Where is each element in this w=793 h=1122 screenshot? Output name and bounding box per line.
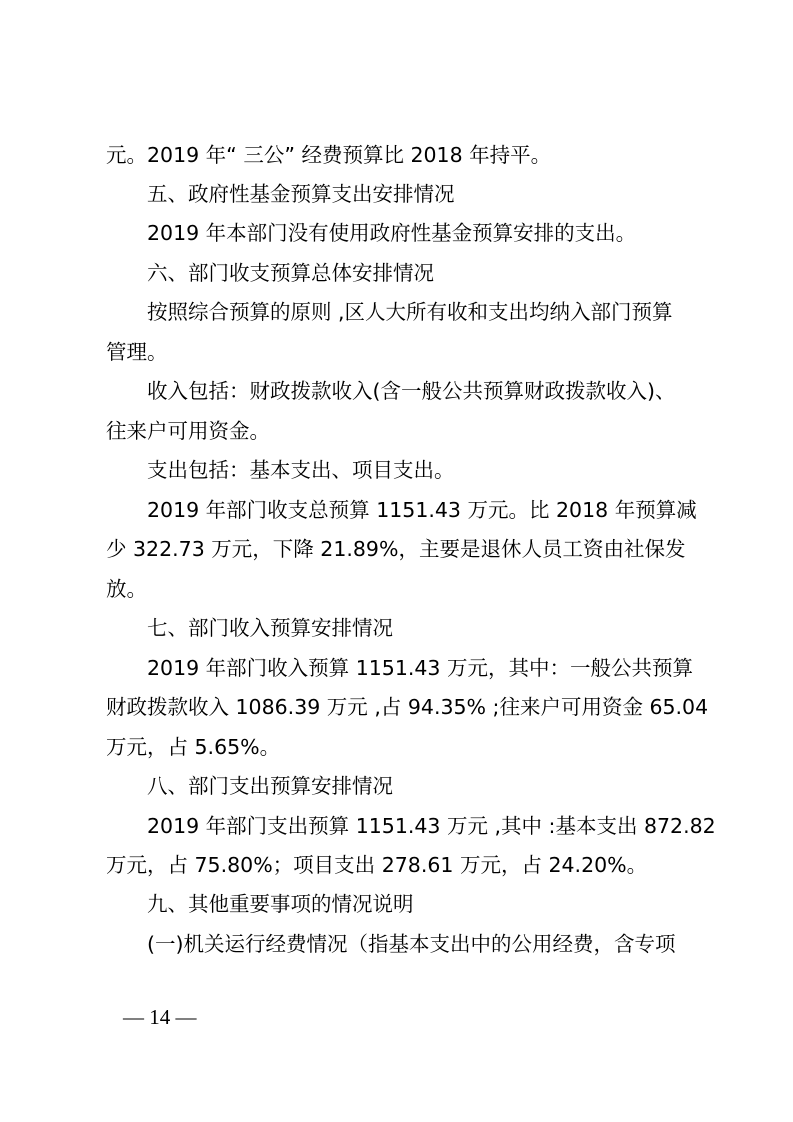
text-line-12: 放。 — [106, 577, 147, 601]
text-line-11: 少 322.73 万元，下降 21.89%，主要是退休人员工资由社保发 — [106, 537, 686, 561]
text-line-19: 万元，占 75.80%；项目支出 278.61 万元，占 24.20%。 — [106, 853, 648, 877]
text-line-9: 支出包括：基本支出、项目支出。 — [147, 458, 455, 482]
text-line-21: (一)机关运行经费情况（指基本支出中的公用经费，含专项 — [147, 932, 676, 956]
text-line-10: 2019 年部门收支总预算 1151.43 万元。比 2018 年预算减 — [147, 498, 697, 522]
section-heading-7: 七、部门收入预算安排情况 — [147, 616, 393, 640]
text-line-16: 万元，占 5.65%。 — [106, 735, 281, 759]
text-line-5: 按照综合预算的原则 ,区人大所有收和支出均纳入部门预算 — [147, 300, 673, 324]
section-heading-9: 九、其他重要事项的情况说明 — [147, 892, 414, 916]
text-line-1: 元。2019 年“ 三公” 经费预算比 2018 年持平。 — [106, 143, 552, 167]
text-line-8: 往来户可用资金。 — [106, 419, 270, 443]
text-line-18: 2019 年部门支出预算 1151.43 万元 ,其中 :基本支出 872.82 — [147, 814, 716, 838]
section-heading-8: 八、部门支出预算安排情况 — [147, 774, 393, 798]
section-heading-6: 六、部门收支预算总体安排情况 — [147, 261, 434, 285]
section-heading-5: 五、政府性基金预算支出安排情况 — [147, 182, 455, 206]
text-line-6: 管理。 — [106, 340, 168, 364]
text-line-7: 收入包括：财政拨款收入(含一般公共预算财政拨款收入)、 — [147, 379, 676, 403]
text-line-3: 2019 年本部门没有使用政府性基金预算安排的支出。 — [147, 221, 637, 245]
text-line-14: 2019 年部门收入预算 1151.43 万元，其中：一般公共预算 — [147, 656, 693, 680]
page-number: — 14 — — [123, 1005, 197, 1029]
text-line-15: 财政拨款收入 1086.39 万元 ,占 94.35% ;往来户可用资金 65.04 — [106, 695, 709, 719]
